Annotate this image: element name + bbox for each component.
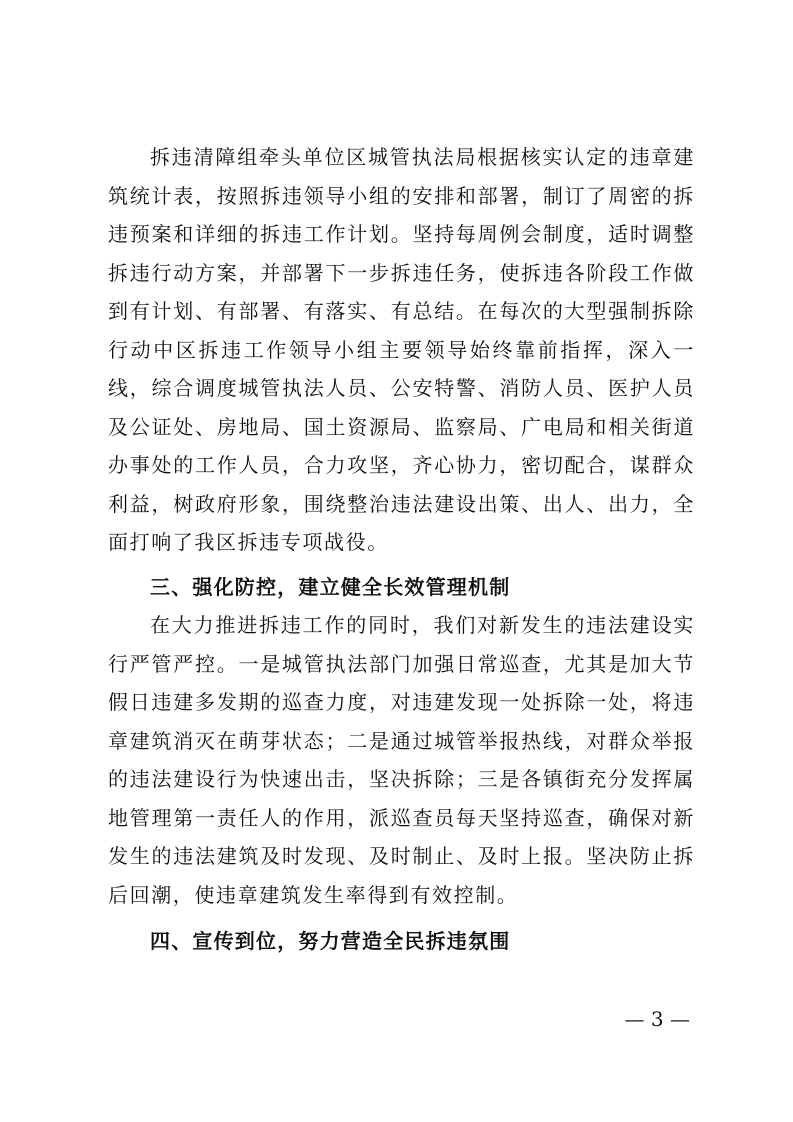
document-body — [108, 138, 695, 961]
spacer — [108, 914, 695, 922]
body-paragraph: 拆违清障组牵头单位区城管执法局根据核实认定的违章建筑统计表，按照拆违领导小组的安排和部署，制订了周密的拆违预案和详细的拆违工作计划。坚持每周例会制度，适时调整拆违行动方案，并部署下一步拆违任务，使拆违各阶段工作做到有计划、有部署、有落实、有总结。在每次的大型强制拆除行动中区拆违工作领导小组主要领导始终靠前指挥，深入一线，综合调度城管执法人员、公安特警、消防人员、医护人员及公证处、房地局、国土资源局、监察局、广电局和相关街道办事处的工作人员，合力攻坚，齐心协力，密切配合，谋群众利益，树政府形象，围绕整治违法建设出策、出人、出力，全面打响了我区拆违专项战役。 — [108, 145, 695, 554]
section-heading: 四、宣传到位，努力营造全民拆违氛围 — [150, 929, 511, 953]
section-heading: 三、强化防控，建立健全长效管理机制 — [150, 574, 511, 599]
page-number: — 3 — — [624, 1007, 690, 1031]
body-paragraph: 在大力推进拆违工作的同时，我们对新发生的违法建设实行严管严控。一是城管执法部门加强日常巡查，尤其是加大节假日违建多发期的巡查力度，对违建发现一处拆除一处，将违章建筑消灭在萌芽状态；二是通过城管举报热线，对群众举报的违法建设行为快速出击，坚决拆除；三是各镇街充分发挥属地管理第一责任人的作用，派巡查员每天坚持巡查，确保对新发生的违法建筑及时发现、及时制止、及时上报。坚决防止拆后回潮，使违章建筑发生率得到有效控制。 — [108, 613, 695, 907]
